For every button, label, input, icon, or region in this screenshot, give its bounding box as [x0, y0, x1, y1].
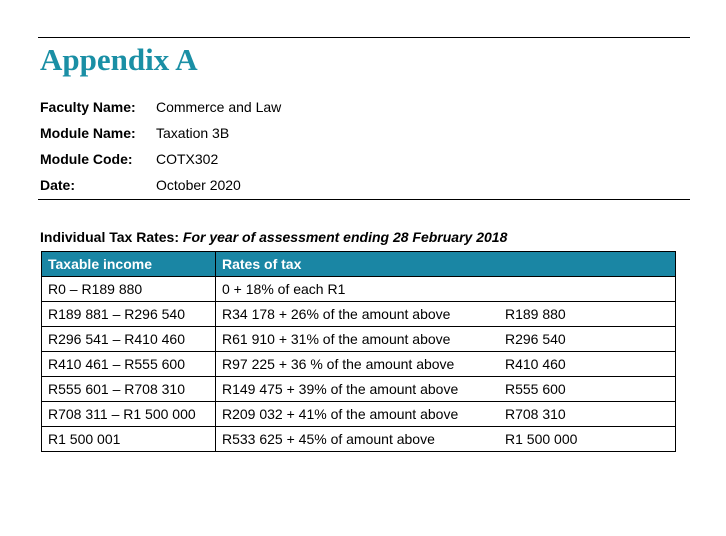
threshold-cell: R1 500 000 [485, 427, 676, 452]
top-rule [38, 37, 690, 38]
income-cell: R708 311 – R1 500 000 [42, 402, 216, 427]
rate-cell: R149 475 + 39% of the amount above [216, 377, 486, 402]
module-details [40, 94, 281, 198]
threshold-cell: R555 600 [485, 377, 676, 402]
table-row [42, 277, 676, 302]
rate-cell: R61 910 + 31% of the amount above [216, 327, 486, 352]
faculty-label: Faculty Name: [40, 99, 136, 115]
income-cell: R0 – R189 880 [42, 277, 216, 302]
caption-bold: Individual Tax Rates: [40, 229, 183, 245]
table-header-row [42, 252, 676, 277]
module-name-label: Module Name: [40, 125, 136, 141]
rate-cell: 0 + 18% of each R1 [216, 277, 486, 302]
threshold-cell: R708 310 [485, 402, 676, 427]
income-cell: R555 601 – R708 310 [42, 377, 216, 402]
date-row [40, 172, 281, 198]
page-title: Appendix A [40, 42, 198, 77]
module-name-row [40, 120, 281, 146]
table-row [42, 352, 676, 377]
table-row [42, 377, 676, 402]
table-row [42, 427, 676, 452]
table-row [42, 302, 676, 327]
date-value: October 2020 [156, 177, 241, 193]
table-row [42, 327, 676, 352]
income-cell: R1 500 001 [42, 427, 216, 452]
caption-italic: For year of assessment ending 28 February 2018 [182, 229, 508, 245]
rate-cell: R533 625 + 45% of amount above [216, 427, 486, 452]
header-taxable-income: Taxable income [42, 252, 216, 277]
income-cell: R410 461 – R555 600 [42, 352, 216, 377]
module-code-value: COTX302 [156, 151, 219, 167]
header-rates-of-tax: Rates of tax [216, 252, 676, 277]
tax-rates-table [41, 251, 676, 452]
faculty-value: Commerce and Law [156, 99, 282, 115]
section-rule [38, 199, 690, 200]
threshold-cell: R296 540 [485, 327, 676, 352]
threshold-cell: R410 460 [485, 352, 676, 377]
income-cell: R296 541 – R410 460 [42, 327, 216, 352]
faculty-row [40, 94, 281, 120]
income-cell: R189 881 – R296 540 [42, 302, 216, 327]
threshold-cell [485, 277, 676, 302]
date-label: Date: [40, 177, 76, 193]
module-code-row [40, 146, 281, 172]
rate-cell: R97 225 + 36 % of the amount above [216, 352, 486, 377]
module-name-value: Taxation 3B [156, 125, 230, 141]
table-row [42, 402, 676, 427]
module-code-label: Module Code: [40, 151, 133, 167]
rate-cell: R34 178 + 26% of the amount above [216, 302, 486, 327]
rate-cell: R209 032 + 41% of the amount above [216, 402, 486, 427]
threshold-cell: R189 880 [485, 302, 676, 327]
table-caption [40, 229, 507, 245]
